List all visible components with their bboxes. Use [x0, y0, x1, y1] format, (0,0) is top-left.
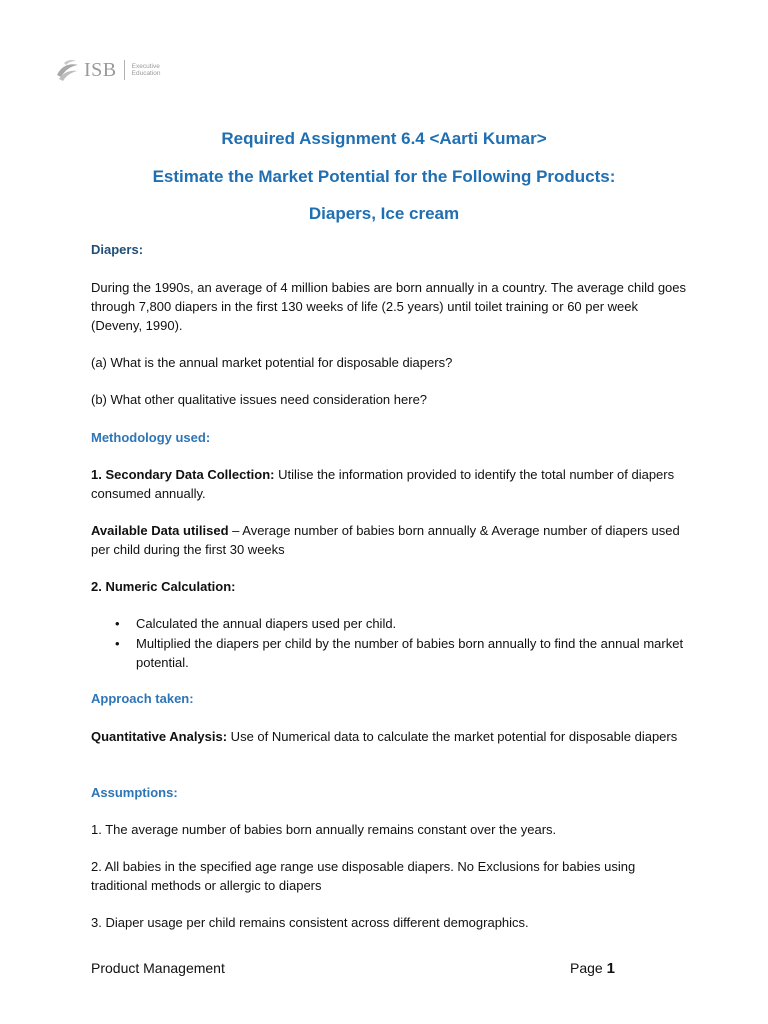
isb-logo — [54, 57, 161, 83]
diapers-heading: Diapers: — [91, 242, 144, 257]
calculation-steps-list — [91, 614, 691, 673]
assumptions-heading: Assumptions: — [91, 785, 178, 800]
approach-heading: Approach taken: — [91, 691, 194, 706]
assumption-2: 2. All babies in the specified age range use disposable diapers. No Exclusions for babies using traditional methods or allergic to diapers — [91, 859, 636, 893]
products-title: Diapers, Ice cream — [308, 204, 460, 223]
available-data-text: – Average number of babies born annually & Average number of diapers used per child during the first 30 weeks — [91, 523, 680, 557]
footer-page-number: Page 1 — [570, 960, 615, 977]
list-item: • Calculated the annual diapers used per child. — [115, 616, 397, 631]
logo-text: ISB — [84, 58, 117, 81]
assignment-subtitle: Estimate the Market Potential for the Following Products: — [152, 167, 616, 186]
logo-divider — [124, 60, 125, 80]
quantitative-analysis-text: Use of Numerical data to calculate the market potential for disposable diapers — [227, 729, 678, 744]
secondary-data-text: Utilise the information provided to identify the total number of diapers consumed annually. — [91, 467, 675, 501]
isb-swoosh-icon — [54, 57, 80, 83]
secondary-data-label: 1. Secondary Data Collection: — [91, 467, 275, 482]
numeric-calculation-heading: 2. Numeric Calculation: — [91, 579, 236, 594]
available-data-label: Available Data utilised — [91, 523, 229, 538]
assumption-3: 3. Diaper usage per child remains consistent across different demographics. — [91, 915, 529, 930]
intro-paragraph: During the 1990s, an average of 4 million babies are born annually in a country. The average child goes through 7,800 diapers in the first 130 weeks of life (2.5 years) until toilet training or 60 per week (Deveny, 1990). — [91, 280, 687, 333]
secondary-data-paragraph — [91, 465, 691, 503]
list-item: • Multiplied the diapers per child by the number of babies born annually to find the annual market potential. — [115, 636, 684, 670]
logo-subtitle: Executive Education — [131, 63, 161, 77]
footer-course-name: Product Management — [91, 960, 225, 976]
methodology-heading: Methodology used: — [91, 430, 211, 445]
question-b: (b) What other qualitative issues need consideration here? — [91, 392, 428, 407]
question-a: (a) What is the annual market potential for disposable diapers? — [91, 355, 453, 370]
assumption-1: 1. The average number of babies born annually remains constant over the years. — [91, 822, 557, 837]
available-data-paragraph — [91, 521, 691, 559]
quantitative-analysis-paragraph — [91, 727, 691, 746]
quantitative-analysis-label: Quantitative Analysis: — [91, 729, 228, 744]
assignment-title: Required Assignment 6.4 <Aarti Kumar> — [221, 129, 547, 148]
